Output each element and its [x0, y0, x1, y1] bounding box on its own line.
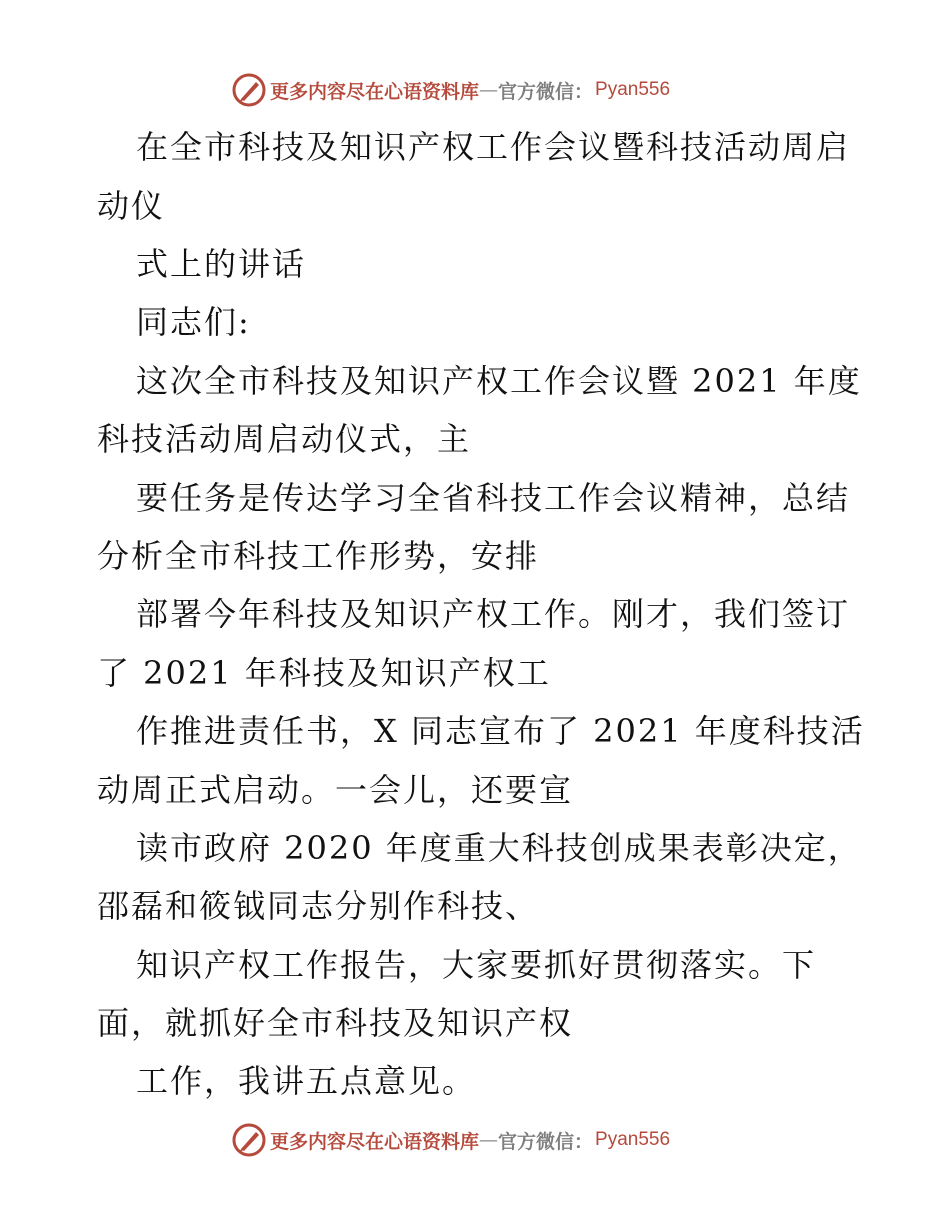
- watermark-dash: —: [479, 79, 499, 101]
- footer-watermark: [232, 1122, 670, 1158]
- text-line: 面，就抓好全市科技及知识产权: [97, 1004, 574, 1042]
- text-line: 读市政府 2020 年度重大科技创成果表彰决定，: [136, 829, 862, 867]
- text-line: 知识产权工作报告，大家要抓好贯彻落实。下: [136, 946, 817, 984]
- watermark-dash: —: [479, 1129, 499, 1151]
- text-line: 同志们:: [136, 303, 251, 341]
- text-line: 分析全市科技工作形势，安排: [97, 537, 540, 575]
- quill-pen-logo-icon: [232, 73, 266, 107]
- watermark-wechat-id: Pyan556: [595, 1129, 671, 1150]
- text-line: 部署今年科技及知识产权工作。刚才，我们签订: [136, 595, 851, 633]
- text-line: 工作，我讲五点意见。: [136, 1062, 477, 1100]
- text-line: 这次全市科技及知识产权工作会议暨 2021 年度: [136, 362, 862, 400]
- text-line: 邵磊和筱钺同志分别作科技、: [97, 887, 540, 925]
- text-line: 了 2021 年科技及知识产权工: [97, 654, 551, 692]
- quill-pen-logo-icon: [232, 1123, 266, 1157]
- watermark-wechat-label: 官方微信：: [498, 80, 594, 103]
- text-line: 在全市科技及知识产权工作会议暨科技活动周启: [136, 128, 851, 166]
- text-line: 式上的讲话: [136, 245, 307, 283]
- watermark-text: 更多内容尽在心语资料库: [270, 80, 480, 103]
- text-line: 科技活动周启动仪式，主: [97, 420, 472, 458]
- header-watermark: [232, 72, 670, 108]
- text-line: 动仪: [97, 187, 166, 225]
- text-line: 作推进责任书，X 同志宣布了 2021 年度科技活: [136, 712, 865, 750]
- watermark-wechat-id: Pyan556: [595, 79, 671, 100]
- watermark-wechat-label: 官方微信：: [498, 1130, 594, 1153]
- watermark-text: 更多内容尽在心语资料库: [270, 1130, 480, 1153]
- text-line: 动周正式启动。一会儿，还要宣: [97, 771, 574, 809]
- text-line: 要任务是传达学习全省科技工作会议精神，总结: [136, 479, 851, 517]
